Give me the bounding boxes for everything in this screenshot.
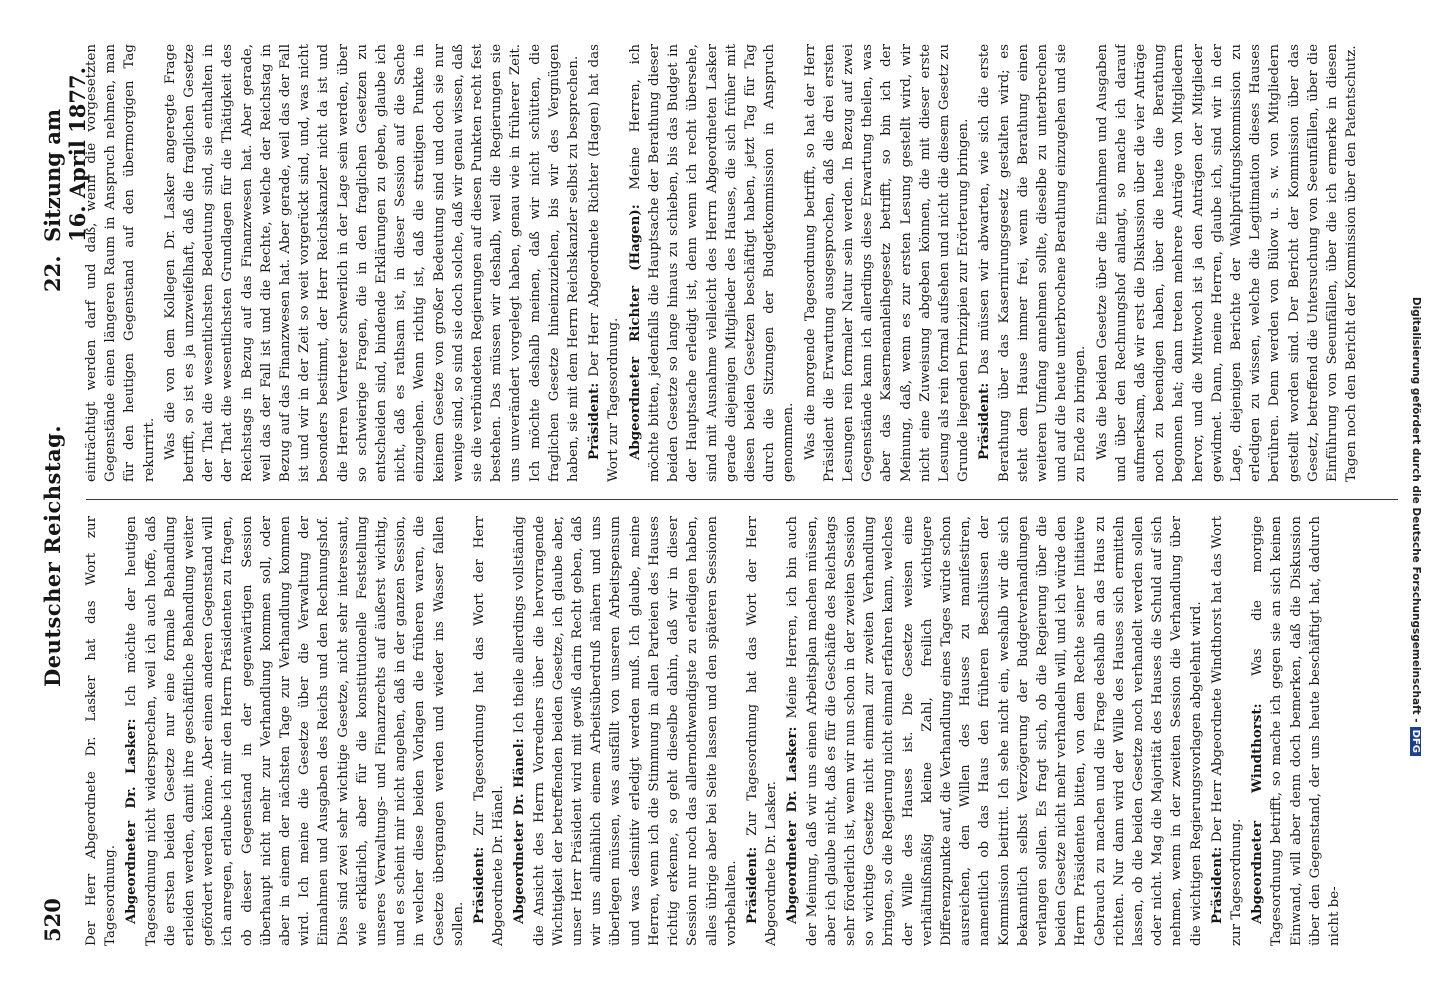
rotated-page: [26, 30, 1406, 970]
paragraph-text: Das müssen wir abwarten, wie sich die erste Berathung über das Kasernirungsgesetz gestalten wird; es steht dem Hause immer frei, wenn die Berathung einen weiteren Umfang annehmen sollte, dieselbe zu unterbrechen und auf die heute unterbrochene Berathung einzugehen und sie zu Ende zu bringen.: [977, 44, 1089, 482]
paragraph-text: Was die morgige Tagesordnung betrifft, so mache ich gegen sie an sich keinen Einwand, will aber denn doch bemerken, daß die Diskussion über den Gegenstand, der uns heute beschäftigt hat, dadurch nicht be-: [1250, 516, 1342, 946]
side-credit: [1405, 6, 1427, 766]
paragraph-text: Zur Tagesordnung hat das Wort der Herr Abgeordnete Dr. Lasker.: [744, 516, 780, 946]
page-header: [32, 66, 90, 942]
paragraph: [626, 44, 799, 482]
side-credit-label: Digitalisierung gefördert durch die Deutsche Forschungsgemeinschaft -: [1410, 296, 1422, 723]
paragraph-text: Der Herr Abgeordnete Richter (Hagen) hat das Wort zur Tagesordnung.: [587, 44, 622, 482]
paragraph-text: Zur Tagesordnung hat das Wort der Herr Abgeordnete Dr. Hänel.: [472, 516, 507, 946]
paragraph-text: Ich theile allerdings vollständig die Ansicht des Herrn Vorredners über die hervorragende Wichtigkeit der betreffenden beiden Gesetze, ich glaube aber, unser Herr Präsident wird mit gewiß darin Recht geben, daß wir uns allmählich einem Arbeitsüberdruß nähern und uns überlegen müssen, was ausfällt von unseren Arbeitspensum und was desinitiv erledigt werden muß. Ich glaube, meine Herren, wenn ich die Stimmung in allen Parteien des Hauses richtig erkenne, so geht dieselbe dahin, daß wir in dieser Session nur noch das allernothwendigste zu erledigen haben, alles übrige aber bei Seite lassen und den späteren Sessionen vorbehalten.: [512, 516, 739, 946]
paragraph: [975, 44, 1090, 482]
right-column: [82, 44, 1400, 482]
paragraph-text: einträchtigt werden darf und daß, wenn die vorgesetzten Gegenstände einen längeren Raum in Anspruch nehmen, man für den heutigen Gegenstand auf den übermorgigen Tag rekurrirt.: [84, 44, 157, 482]
session-date: Sitzung am 16. April 1877.: [40, 67, 90, 242]
session-number: 22.: [40, 255, 65, 292]
paragraph-text: Der Herr Abgeordnete Windthorst hat das Wort zur Tagesordnung.: [1209, 516, 1244, 946]
left-column: [82, 516, 1400, 946]
paragraph-text: Was die von dem Kollegen Dr. Lasker angeregte Frage betrifft, so ist es ja unzweifelhaft, daß die fraglichen Gesetze der That die wesentlichsten Bedeutung sind, sie enthalten in der That die wesentlichsten Grundlagen für die Thätigkeit des Reichstags in Bezug auf das Finanzwesen hat. Aber gerade, weil das der Fall ist und die Rechte, welche der Reichstag in Bezug auf das Finanzwesen hat. Aber gerade, weil das der Fall ist und wir in der Zeit so weit vorgerückt sind, und, was nicht besonders bestimmt, der Herr Reichskanzler nicht da ist und die Herren Vertreter schwerlich in der Lage sein werden, über so schwierige Fragen, die in den fraglichen Gesetzen zu entscheiden sind, bindende Erklärungen zu geben, glaube ich nicht, daß es rathsam ist, in dieser Session auf die Sache einzugehen. Wenn richtig ist, daß die streitigen Punkte in keinem Gesetze von großer Bedeutung sind und doch sie nur wenige sind, so sind sie doch solche, daß wir genau wissen, daß sie die verbündeten Regierungen auf diesen Punkten recht fest bestehen. Das müssen wir deshalb, weil die Regierungen sie uns unverändert vorgelegt haben, genau wie in früherer Zeit. Ich möchte deshalb meinen, daß wir nicht schütten, die fraglichen Gesetze hineinzuziehen, bis wir des Vergnügen haben, sie mit dem Herrn Reichskanzler selbst zu besprechen.: [162, 44, 582, 482]
paragraph: [1248, 516, 1344, 946]
paragraph-text: Was die beiden Gesetze über die Einnahmen und Ausgaben und über den Rechnungshof anlangt, so mache ich darauf aufmerksam, daß wir erst die Diskussion über die vier Anträge noch zu beendigen haben, über die heute die Berathung begonnen hat; dann treten mehrere Anträge von Mitgliedern hervor, und die Mittwoch ist ja den Anträgen der Mitglieder gewidmet. Dann, meine Herren, glaube ich, sind wir in der Lage, diejenigen Berichte der Wahlprüfungskommission zu erledigen zu wissen, welche die Legitimation dieses Hauses berühren. Denn werden von Bülow u. s. w. von Mitgliedern gestellt worden sind. Der Bericht der Kommission über das Gesetz, betreffend die Untersuchung von Seeunfällen, über die Einführung von Seeunfällen, über die ich ermerke in diesen Tagen noch den Bericht der Kommission über den Patentschutz.: [1094, 44, 1360, 482]
speaker-label: Präsident:: [976, 382, 993, 460]
paragraph: [122, 516, 468, 946]
paragraph: [743, 516, 781, 946]
paragraph-text: Was die morgende Tagesordnung betrifft, so hat der Herr Präsident die Erwartung ausgesprochen, daß die drei ersten Lesungen rein formaler Natur sein werden. In Bezug auf zwei Gegenstände kann ich allerdings diese Erwartung theilen, was aber das Kasernenanleihegesetz betrifft, so bin ich der Meinung, daß, wenn es zur ersten Lesung gestellt wird, wir nicht eine Zuweisung abgeben können, die mit dieser erste Lesung als rein formal aufsehen und nicht die diesem Gesetz zu Grunde liegenden Prinzipien zur Erörterung bringen.: [802, 44, 972, 482]
dfg-badge: DFG: [1410, 727, 1421, 756]
speaker-label: Präsident:: [586, 382, 603, 460]
publication-title: Deutscher Reichstag.: [40, 424, 65, 687]
speaker-label: Abgeordneter Dr. Lasker:: [123, 718, 140, 924]
column-divider: [86, 499, 1398, 500]
paragraph-text: Meine Herren, ich bin auch der Meinung, daß wir uns einen Arbeitsplan machen müssen, aber ich glaube nicht, daß es für die Geschäfte des Reichstags sehr förderlich ist, wenn wir nun schon in der zweiten Session so wichtige Gesetze nicht einmal zur zweiten Verhandlung bringen, so die Regierung nicht einmal erfahren kann, welches der Wille des Hauses ist. Die Gesetze weisen eine verhältnißmäßig kleine Zahl, freilich wichtigere Differenzpunkte auf, die Verhandlung eines Tages würde schon ausreichen, den Willen des Hauses zu manifestiren, namentlich ob das Haus den früheren Beschlüssen der Kommission beitritt. Ich sehe nicht ein, weshalb wir die sich bekanntlich selbst Verzögerung der Budgetverhandlungen verlangen sollen. Es fragt sich, ob die Regierung über die beiden Gesetze nicht mehr verhandeln will, und ich würde den Herrn Präsidenten bitten, von dem Rechte seiner Initiative Gebrauch zu machen und die Frage deshalb an das Haus zu richten. Nur dann wird der Wille des Hauses sich ermitteln lassen, ob die beiden Gesetze noch verhandelt werden sollen oder nicht. Mag die Majorität des Hauses die Schuld auf sich nehmen, wenn in der zweiten Session die Verhandlung über die wichtigen Regierungsvorlagen abgelehnt wird.: [785, 516, 1204, 946]
paragraph-text: Ich möchte der heutigen Tagesordnung nicht widersprechen, weil ich auch hoffe, daß die ersten beiden Gesetze nur eine formale Behandlung erleiden werden, damit ihre geschäftliche Behandlung weiter gefördert werden könne. Aber einen anderen Gegenstand will ich anregen, erlaube ich mir den Herrn Präsidenten zu fragen, ob dieser Gegenstand in der gegenwärtigen Session überhaupt nicht mehr zur Verhandlung kommen soll, oder aber in einem der nächsten Tage zur Verhandlung kommen wird. Ich meine die Gesetze über die Verwaltung der Einnahmen und Ausgaben des Reichs und den Rechnungshof. Dies sind zwei sehr wichtige Gesetze, nicht sehr interessant, wie erklärlich, aber für die konstitutionelle Feststellung unseres Verwaltungs- und Finanzrechts auf äußerst wichtig, und es scheint mir nicht angehen, daß in der ganzen Session, in welcher diese beiden Vorlagen die früheren waren, die Gesetze übergangen werden und wieder ins Wasser fallen sollen.: [124, 516, 466, 946]
speaker-label: Präsident:: [743, 846, 760, 924]
paragraph: [470, 516, 508, 946]
paragraph: [1208, 516, 1246, 946]
speaker-label: Abgeordneter Windthorst:: [1249, 703, 1266, 924]
speaker-label: Präsident:: [1208, 846, 1225, 924]
paragraph: [82, 44, 159, 482]
paragraph: [161, 44, 583, 482]
paragraph-text: Meine Herren, ich möchte bitten, jedenfalls die Hauptsache der Berathung dieser beiden Gesetze so lange hinaus zu schieben, bis das Budget in der Hauptsache erledigt ist, denn wenn ich recht übersehe, sind mit Ausnahme vielleicht des Herrn Abgeordneten Lasker gerade diejenigen Mitglieder des Hauses, die sich früher mit diesen beiden Gesetzen beschäftigt haben, jetzt Tag für Tag durch die Sitzungen der Budgetkommission in Anspruch genommen.: [627, 44, 797, 482]
paragraph: [801, 44, 974, 482]
paragraph: [510, 516, 740, 946]
side-credit-text: [1410, 16, 1422, 756]
paragraph: [783, 516, 1205, 946]
paragraph-text: Der Herr Abgeordnete Dr. Lasker hat das Wort zur Tagesordnung.: [84, 516, 119, 946]
speaker-label: Präsident:: [471, 846, 488, 924]
paragraph: [1093, 44, 1362, 482]
page-number: 520: [40, 898, 65, 942]
paragraph: [82, 516, 120, 946]
speaker-label: Abgeordneter Dr. Lasker:: [784, 726, 801, 924]
speaker-label: Abgeordneter Dr. Hänel:: [511, 738, 528, 924]
speaker-label: Abgeordneter Richter (Hagen):: [626, 204, 643, 460]
paragraph: [585, 44, 623, 482]
